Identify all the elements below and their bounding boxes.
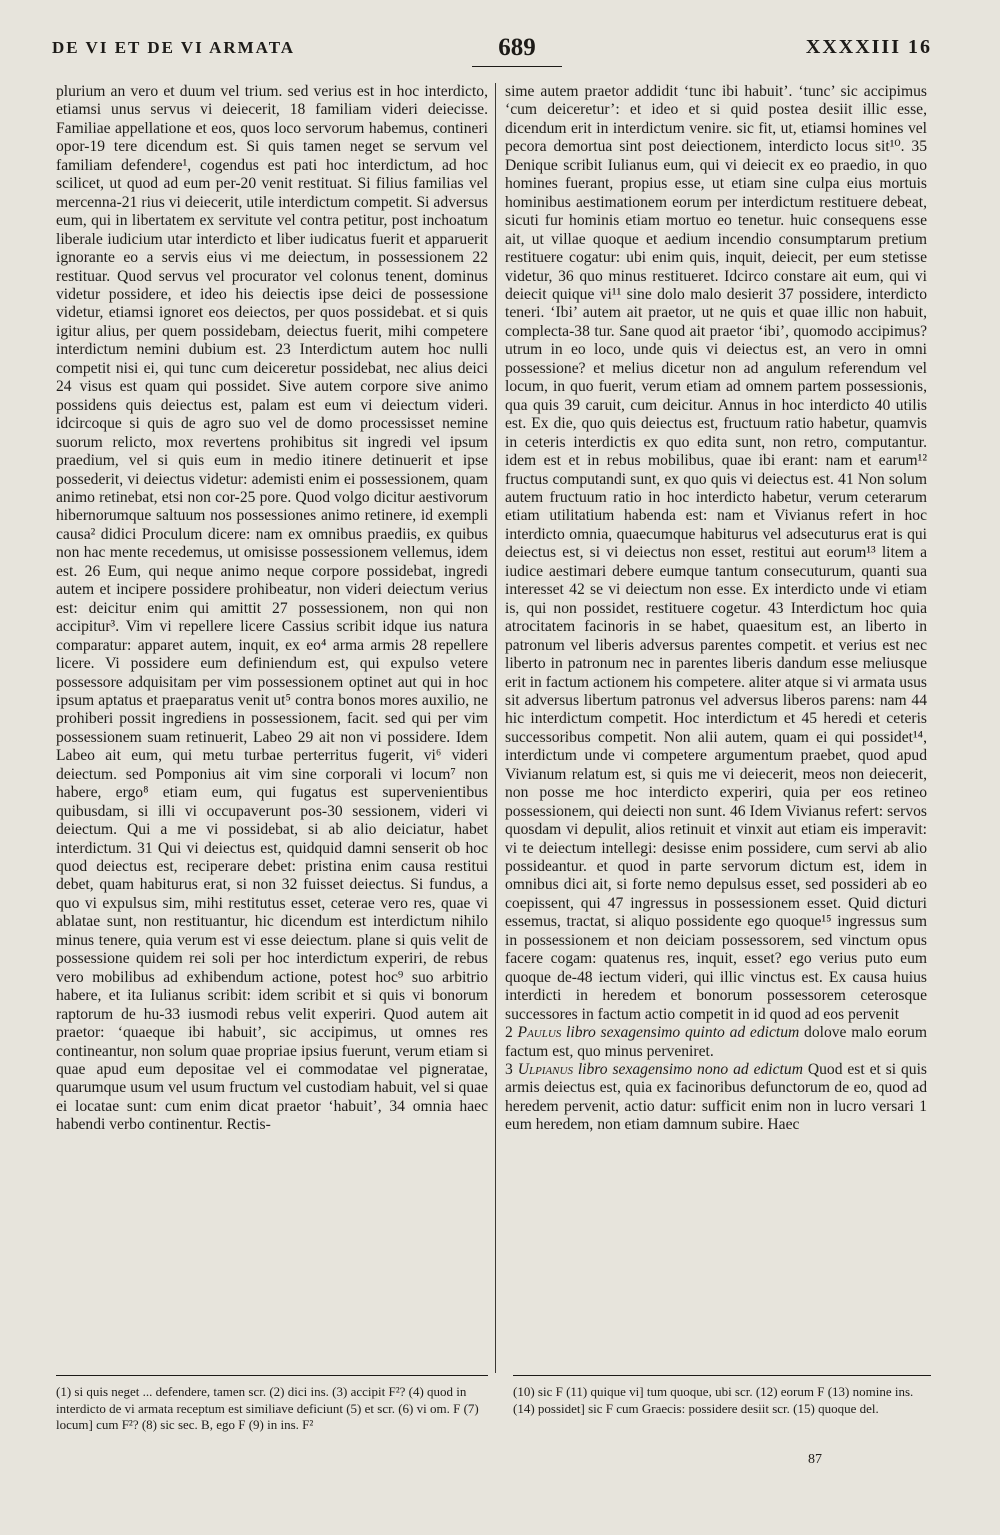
fragment-2-author: Paulus (517, 1024, 562, 1042)
footnotes-right: (10) sic F (11) quique vi] tum quoque, ubi scr. (12) eorum F (13) nomine ins. (14) possidet] sic F cum Graecis: possidere desiit scr. (15) quoque del. (513, 1384, 914, 1416)
left-column-text: plurium an vero et duum vel trium. sed verius est in hoc interdicto, etiamsi unus servus vi deiecerit, 18 familiam videri deiecisse. Familiae appellatione et eos, quos loco servorum habemus, contineri opor-19 tere dicendum est. Si quis tamen neget se servum vel familiam defendere¹, cogendus est pati hoc interdictum, ad hoc scilicet, ut quod ad eum per-20 venit restituat. Si filius familias vel mercenna-21 rius vi deiecerit, utile interdictum competit. Si adversus eum, qui in libertatem ex servitute vel contra petitur, post inchoatum liberale iudicium utar interdicto et liber iudicatus fuerit et apparuerit ignorante eo a servis eius vi me deiectum, in possessionem 22 restituar. Quod servus vel procurator vel colonus tenent, dominus videtur possidere, et ideo his deiectis ipse deici de possessione videtur, etiamsi ignoret eos deiectos, per quos possidebat. et si quis igitur alius, per quem possidebam, deiectus fuerit, mihi competere interdictum nemini dubium est. 23 Interdictum autem hoc nulli competit nisi ei, qui tunc cum deiceretur possidebat, nec alius deici 24 visus est quam qui possidet. Sive autem corpore sive animo possidens quis deiectus est, palam est eum vi deiectum videri. idcircoque si quis de agro suo vel de domo processisset nemine suorum relicto, mox revertens prohibitus sit ingredi vel ipsum praedium, vel si quis eum in medio itinere detinuerit et ipse possederit, vi deiectus videtur: ademisti enim ei possessionem, quam animo retinebat, etsi non cor-25 pore. Quod volgo dicitur aestivorum hibernorumque saltuum nos possessiones animo retinere, id exempli causa² didici Proculum dicere: nam ex omnibus praediis, ex quibus non hac mente recedemus, ut omisisse possessionem vellemus, idem est. 26 Eum, qui neque animo neque corpore possidebat, ingredi autem et incipere possidere prohibeatur, non videri deiectum verius est: deicitur enim qui amittit 27 possessionem, non qui non accipitur³. Vim vi repellere licere Cassius scribit idque ius natura comparatur: apparet autem, inquit, ex eo⁴ arma armis 28 repellere licere. Vi possidere eum definiendum est, qui expulso vetere possessore adquisitam per vim possessionem optinet aut qui in hoc ipsum aptatus et praeparatus venit ut⁵ contra bonos mores auxilio, ne prohiberi possit ingrediens in possessionem, facit. sed qui per vim possessionem suam retinuerit, Labeo 29 ait non vi possidere. Idem Labeo ait eum, qui metu turbae perterritus fugerit, vi⁶ videri deiectum. sed Pomponius ait vim sine corporali vi locum⁷ non habere, ergo⁸ etiam eum, qui fugatus est supervenientibus quibusdam, si illi vi occupaverunt pos-30 sessionem, videri vi deiectum. Qui a me vi possidebat, si ab alio deiciatur, habet interdictum. 31 Qui vi deiectus est, quidquid damni senserit ob hoc quod deiectus est, reciperare debet: pristina enim causa restitui debet, quam habiturus erat, si non 32 fuisset deiectus. Si fundus, a quo vi expulsus sim, mihi restitutus esset, ceterae vero res, quae vi ablatae sunt, non restituantur, hic dicendum est interdictum nihilo minus tenere, quia verum est vi esse deiectum. plane si quis velit de possessione quidem rei soli per hoc interdictum experiri, de rebus vero mobilibus ad exhibendum actione, potest hoc⁹ suo arbitrio habere, et ita Iulianus scribit: idem scribit et si quis vi bonorum raptorum de hu-33 iusmodi rebus velit experiri. Quod autem ait praetor: ‘quaeque ibi habuit’, sic accipimus, ut omnes res contineantur, non solum quae propriae ipsius fuerunt, verum etiam si quae apud eum depositae vel ei commodatae vel pigneratae, quarumque usum vel usum fructum vel custodiam habuit, vel si quae ei locatae sunt: cum enim dicat praetor ‘habuit’, 34 omnia haec habendi verbo continentur. Rectis- (56, 83, 488, 1134)
fragment-2-source: libro sexagensimo quinto ad edictum (566, 1024, 800, 1042)
fragment-2-text: dolove malo eorum factum est, quo minus perveniret. (505, 1024, 927, 1060)
fragment-2 (505, 1024, 927, 1061)
running-header (52, 34, 932, 70)
page-number: 689 (498, 34, 536, 61)
footnote-rule-left (56, 1375, 488, 1376)
fragment-3-author: Ulpianus (517, 1061, 573, 1079)
text-column-left (56, 83, 488, 1135)
fragment-3-source: libro sexagensimo nono ad edictum (577, 1061, 803, 1079)
page-number-rule (472, 66, 562, 67)
column-divider (495, 83, 496, 1373)
running-title: DE VI ET DE VI ARMATA (52, 38, 296, 57)
fragment-3 (505, 1061, 927, 1135)
footnotes-left: (1) si quis neget ... defendere, tamen scr. (2) dici ins. (3) accipit F²? (4) quod in interdicto de vi armata receptum est similiave deficiunt (5) et scr. (6) vi om. F (7) locum] cum F²? (8) sic sec. B, ego F (9) in ins. F² (56, 1384, 479, 1432)
footnote-rule-right (513, 1375, 931, 1376)
fragment-3-text: Quod est et si quis armis deiectus est, quia ex facinoribus defunctorum de eo, quod ad heredem pervenit, actio datur: sufficit enim non in lucro versari 1 eum heredem, non etiam damnum subire. Haec (505, 1061, 927, 1134)
book-title-reference: XXXXIII 16 (805, 36, 932, 58)
text-column-right (505, 83, 927, 1135)
fragment-3-number: 3 (505, 1061, 513, 1079)
fragment-2-number: 2 (505, 1024, 513, 1042)
signature-mark: 87 (808, 1452, 822, 1467)
right-column-text: sime autem praetor addidit ‘tunc ibi habuit’. ‘tunc’ sic accipimus ‘cum deiceretur’: et ideo et si quid postea desiit illic esse, dicendum erit in interdictum venire. sic fit, ut, etiamsi homines vel pecora demortua sint post deiectionem, interdicto locus sit¹⁰. 35 Denique scribit Iulianus eum, qui vi deiecit ex eo praedio, in quo homines fuerant, propius esse, ut etiam sine culpa eius mortuis hominibus aestimationem eorum per interdictum restituere debeat, sicuti fur hominis etiam mortuo eo tenetur. huic consequens esse ait, ut villae quoque et aedium incendio consumptarum pretium restituere cogatur: ubi enim quis, inquit, deiecit, per eum stetisse videtur, 36 quo minus restitueret. Idcirco constare ait eum, qui vi deiecit quique vi¹¹ sine dolo malo desierit 37 possidere, interdicto teneri. ‘Ibi’ autem ait praetor, ut ne quis et quae illic non habuit, complecta-38 tur. Sane quod ait praetor ‘ibi’, quomodo accipimus? utrum in eo loco, unde quis vi deiectus est, an vero in omni possessione? et melius dicetur non ad angulum referendum vel locum, in quo fuerit, verum etiam ad omnem partem possessionis, qua quis 39 caruit, cum deicitur. Annus in hoc interdicto 40 utilis est. Ex die, quo quis deiectus est, fructuum ratio habetur, quamvis in ceteris interdictis ex quo edita sunt, non retro, computantur. idem est et in rebus mobilibus, quae ibi erant: nam et earum¹² fructus computandi sunt, ex quo quis vi deiectus est. 41 Non solum autem fructuum ratio in hoc interdicto habetur, verum ceterarum etiam utilitatium habenda est: nam et Vivianus refert in hoc interdicto omnia, quaecumque habiturus vel adsecuturus erat is qui deiectus est, si vi deiectus non esset, restitui aut eorum¹³ litem a iudice aestimari debere eumque tantum consecuturum, quanti sua interesset 42 se vi deiectum non esse. Ex interdicto unde vi etiam is, qui non possidet, restituere cogetur. 43 Interdictum hoc quia atrocitatem facinoris in se habet, quaesitum est, an liberto in patronum vel liberis adversus parentes competit. et verius est nec liberto in patronum nec in parentes liberis dandum esse meliusque erit in factum actionem his competere. aliter atque si vi armata usus sit adversus libertum patronus vel adversus liberos parens: nam 44 hic interdictum competit. Hoc interdictum et 45 heredi et ceteris successoribus competit. Non alii autem, quam ei qui possidet¹⁴, interdictum unde vi competere argumentum praebet, quod apud Vivianum relatum est, si quis me vi deiecerit, meos non deiecerit, non posse me hoc interdicto experiri, quia per eos retineo possessionem, qui deiecti non sunt. 46 Idem Vivianus refert: servos quosdam vi depulit, alios retinuit et vinxit aut etiam eis imperavit: vi te deiectum intellegi: desisse enim possidere, cum servi ab alio possideantur. et quod in parte servorum dictum est, idem in omnibus dici ait, si forte nemo depulsus esset, sed possideri ab eo coepissent, qui 47 ingressus in possessionem esset. Quid dicturi essemus, tractat, si aliquo possidente ego quoque¹⁵ ingressus sum in possessionem et non deiciam possessorem, sed vinctum opus facere cogam: quatenus res, inquit, esset? ego verius puto eum quoque de-48 iectum videri, qui illic vinctus est. Ex causa huius interdicti in heredem et bonorum possessorem ceterosque successores in factum actio competit in id quod ad eos pervenit (505, 83, 927, 1023)
